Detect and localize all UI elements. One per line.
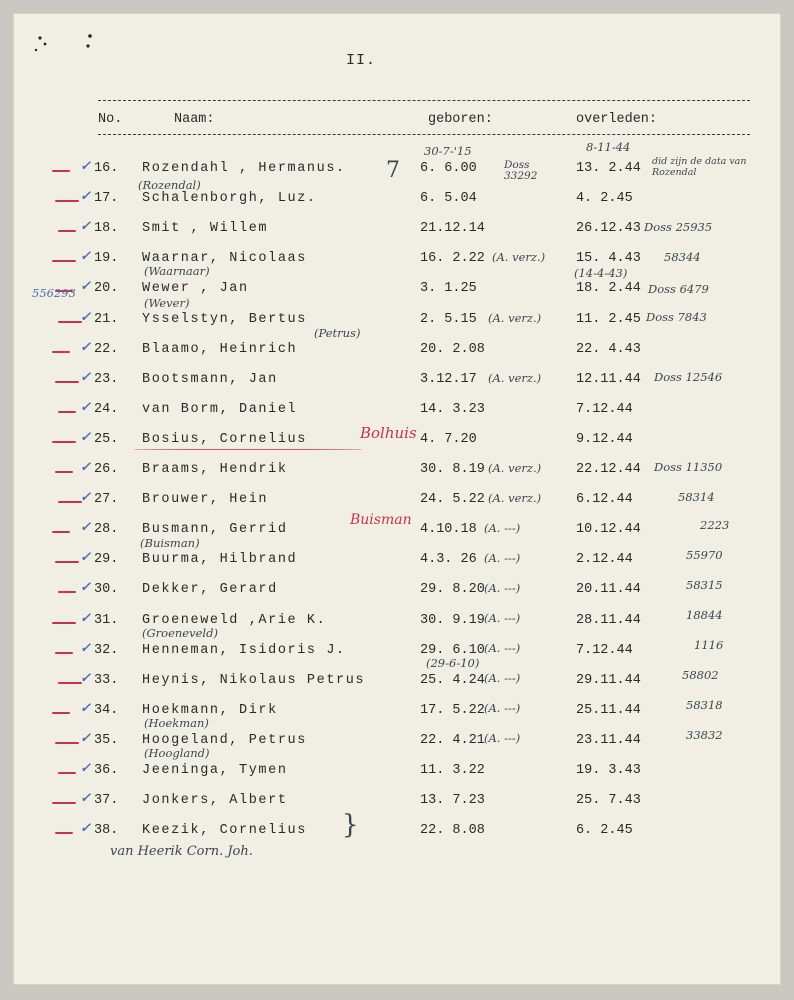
brace-mark: }	[342, 810, 359, 840]
birth-date: 25. 4.24	[420, 673, 485, 688]
blue-pencil-check-icon: ✓	[80, 370, 91, 385]
person-name: Braams, Hendrik	[142, 462, 288, 477]
row-number: 21.	[94, 312, 119, 327]
red-pencil-mark	[58, 321, 82, 323]
person-name: Bootsmann, Jan	[142, 372, 278, 387]
person-name: van Borm, Daniel	[142, 402, 298, 417]
person-name: Henneman, Isidoris J.	[142, 643, 346, 658]
person-name: Dekker, Gerard	[142, 582, 278, 597]
red-pencil-mark	[58, 682, 82, 684]
death-date: 11. 2.45	[576, 312, 641, 327]
annotation-dossier: Doss 25935	[644, 220, 713, 234]
annotation-akte: (A. ---)	[484, 521, 521, 535]
blue-pencil-check-icon: ✓	[80, 219, 91, 234]
red-pencil-mark	[55, 561, 79, 563]
birth-date: 14. 3.23	[420, 402, 485, 417]
blue-pencil-check-icon: ✓	[80, 279, 91, 294]
annotation-dossier: Doss 6479	[648, 282, 709, 296]
death-date: 7.12.44	[576, 643, 633, 658]
annotation-akte: (A. ---)	[484, 671, 521, 685]
annotation-dossier: 33832	[686, 728, 723, 742]
annotation-died-correction: 8-11-44	[586, 140, 631, 154]
row-number: 16.	[94, 161, 119, 176]
person-name: Brouwer, Hein	[142, 492, 269, 507]
annotation-dossier: Doss 11350	[654, 460, 723, 474]
person-name: Bosius, Cornelius	[142, 432, 307, 447]
annotation-akte: (A. ---)	[484, 731, 521, 745]
red-pencil-mark	[55, 832, 73, 834]
death-date: 25. 7.43	[576, 793, 641, 808]
blue-pencil-check-icon: ✓	[80, 611, 91, 626]
death-date: 4. 2.45	[576, 191, 633, 206]
death-date: 22. 4.43	[576, 342, 641, 357]
birth-date: 4.3. 26	[420, 552, 477, 567]
row-number: 20.	[94, 281, 119, 296]
red-pencil-mark	[58, 591, 76, 593]
birth-date: 30. 9.19	[420, 613, 485, 628]
red-pencil-mark	[55, 381, 79, 383]
red-pencil-mark	[58, 411, 76, 413]
row-number: 19.	[94, 251, 119, 266]
birth-date: 30. 8.19	[420, 462, 485, 477]
death-date: 20.11.44	[576, 582, 641, 597]
blue-pencil-check-icon: ✓	[80, 641, 91, 656]
birth-date: 29. 6.10	[420, 643, 485, 658]
blue-pencil-check-icon: ✓	[80, 340, 91, 355]
death-date: 7.12.44	[576, 402, 633, 417]
header-rule-top	[98, 100, 750, 101]
birth-date: 22. 4.21	[420, 733, 485, 748]
row-number: 37.	[94, 793, 119, 808]
annotation-akte: (A. ---)	[484, 611, 521, 625]
red-pencil-mark	[52, 802, 76, 804]
death-date: 26.12.43	[576, 221, 641, 236]
row-number: 26.	[94, 462, 119, 477]
birth-date: 24. 5.22	[420, 492, 485, 507]
blue-pencil-check-icon: ✓	[80, 580, 91, 595]
death-date: 9.12.44	[576, 432, 633, 447]
red-pencil-mark	[58, 230, 76, 232]
person-name: Jeeninga, Tymen	[142, 763, 288, 778]
annotation-alias: (Waarnaar)	[144, 264, 210, 278]
row-number: 25.	[94, 432, 119, 447]
red-pencil-mark	[58, 772, 76, 774]
birth-date: 13. 7.23	[420, 793, 485, 808]
death-date: 25.11.44	[576, 703, 641, 718]
header-geboren: geboren:	[428, 112, 493, 127]
annotation-akte: (A. ---)	[484, 581, 521, 595]
red-pencil-mark	[52, 712, 70, 714]
annotation-dossier: 58318	[686, 698, 723, 712]
row-number: 28.	[94, 522, 119, 537]
person-name: Blaamo, Heinrich	[142, 342, 298, 357]
annotation-dossier: 18844	[686, 608, 723, 622]
red-pencil-mark	[52, 170, 70, 172]
header-naam: Naam:	[174, 112, 215, 127]
row-number: 17.	[94, 191, 119, 206]
death-date: 29.11.44	[576, 673, 641, 688]
birth-date: 22. 8.08	[420, 823, 485, 838]
birth-date: 3. 1.25	[420, 281, 477, 296]
row-number: 18.	[94, 221, 119, 236]
blue-pencil-check-icon: ✓	[80, 761, 91, 776]
annotation-akte: (A. verz.)	[488, 461, 542, 475]
page-number: II.	[346, 52, 377, 69]
header-rule-bottom	[98, 134, 750, 135]
row-number: 29.	[94, 552, 119, 567]
death-date: 12.11.44	[576, 372, 641, 387]
person-name: Groeneweld ,Arie K.	[142, 613, 327, 628]
row-number: 30.	[94, 582, 119, 597]
annotation-akte: (A. verz.)	[492, 250, 546, 264]
annotation-dossier: Doss 33292	[504, 159, 538, 182]
red-pencil-mark	[52, 531, 70, 533]
row-number: 34.	[94, 703, 119, 718]
row-number: 22.	[94, 342, 119, 357]
birth-date: 2. 5.15	[420, 312, 477, 327]
person-name: Waarnar, Nicolaas	[142, 251, 307, 266]
birth-date: 4. 7.20	[420, 432, 477, 447]
red-pencil-mark	[58, 501, 82, 503]
row-number: 36.	[94, 763, 119, 778]
annotation-left-number: 556293	[32, 286, 76, 300]
death-date: 10.12.44	[576, 522, 641, 537]
underline-mark	[134, 448, 362, 450]
header-overleden: overleden:	[576, 112, 658, 127]
death-date: 6.12.44	[576, 492, 633, 507]
row-number: 24.	[94, 402, 119, 417]
annotation-dossier: 58344	[664, 250, 701, 264]
death-date: 22.12.44	[576, 462, 641, 477]
red-pencil-mark	[55, 652, 73, 654]
person-name: Keezik, Cornelius	[142, 823, 307, 838]
birth-date: 4.10.18	[420, 522, 477, 537]
blue-pencil-check-icon: ✓	[80, 310, 91, 325]
corner-marks	[32, 30, 92, 60]
death-date: 23.11.44	[576, 733, 641, 748]
birth-date: 29. 8.20	[420, 582, 485, 597]
death-date: 18. 2.44	[576, 281, 641, 296]
blue-pencil-check-icon: ✓	[80, 550, 91, 565]
annotation-alias: (Hoogland)	[144, 746, 210, 760]
birth-date: 3.12.17	[420, 372, 477, 387]
blue-pencil-check-icon: ✓	[80, 821, 91, 836]
row-number: 33.	[94, 673, 119, 688]
blue-pencil-check-icon: ✓	[80, 490, 91, 505]
annotation-dossier: 1116	[694, 638, 724, 652]
blue-pencil-check-icon: ✓	[80, 791, 91, 806]
person-name: Hoogeland, Petrus	[142, 733, 307, 748]
annotation-akte: (A. verz.)	[488, 371, 542, 385]
annotation-born-correction: 30-7-'15	[424, 144, 472, 158]
person-name: Ysselstyn, Bertus	[142, 312, 307, 327]
annotation-side-note: did zijn de data van Rozendal	[652, 156, 747, 178]
person-name: Buurma, Hilbrand	[142, 552, 298, 567]
annotation-alias: (Groeneveld)	[142, 626, 218, 640]
red-pencil-mark	[55, 471, 73, 473]
annotation-dossier: Doss 12546	[654, 370, 723, 384]
annotation-correction: (Petrus)	[314, 326, 361, 340]
death-date: 15. 4.43	[576, 251, 641, 266]
annotation-dossier: 2223	[700, 518, 730, 532]
annotation-dossier: 58315	[686, 578, 723, 592]
person-name: Smit , Willem	[142, 221, 269, 236]
person-name: Hoekmann, Dirk	[142, 703, 278, 718]
red-pencil-mark	[52, 351, 70, 353]
birth-date: 6. 6.00	[420, 161, 477, 176]
annotation-alias: (Hoekman)	[144, 716, 209, 730]
person-name: Busmann, Gerrid	[142, 522, 288, 537]
red-pencil-mark	[55, 200, 79, 202]
red-pencil-mark	[52, 622, 76, 624]
person-name: Wewer , Jan	[142, 281, 249, 296]
annotation-akte: (A. ---)	[484, 641, 521, 655]
blue-pencil-check-icon: ✓	[80, 400, 91, 415]
annotation-akte: (A. ---)	[484, 701, 521, 715]
annotation-akte: (A. verz.)	[488, 491, 542, 505]
annotation-dossier: 55970	[686, 548, 723, 562]
annotation-dossier: Doss 7843	[646, 310, 707, 324]
document-page	[14, 14, 780, 984]
red-pencil-mark	[55, 742, 79, 744]
blue-pencil-check-icon: ✓	[80, 159, 91, 174]
row-number: 38.	[94, 823, 119, 838]
annotation-dossier: 58314	[678, 490, 715, 504]
blue-pencil-check-icon: ✓	[80, 189, 91, 204]
death-date: 19. 3.43	[576, 763, 641, 778]
annotation-dossier: 58802	[682, 668, 719, 682]
death-date: 2.12.44	[576, 552, 633, 567]
death-date: 28.11.44	[576, 613, 641, 628]
row-number: 23.	[94, 372, 119, 387]
annotation-alias: (Wever)	[144, 296, 190, 310]
row-number: 27.	[94, 492, 119, 507]
red-pencil-mark	[52, 441, 76, 443]
person-name: Jonkers, Albert	[142, 793, 288, 808]
blue-pencil-check-icon: ✓	[80, 671, 91, 686]
blue-pencil-check-icon: ✓	[80, 460, 91, 475]
annotation-name-below: van Heerik Corn. Joh.	[110, 844, 253, 859]
annotation-akte: (A. verz.)	[488, 311, 542, 325]
row-number: 31.	[94, 613, 119, 628]
birth-date: 16. 2.22	[420, 251, 485, 266]
person-name: Heynis, Nikolaus Petrus	[142, 673, 366, 688]
blue-pencil-check-icon: ✓	[80, 731, 91, 746]
annotation-alias: (Rozendal)	[138, 178, 201, 192]
birth-date: 11. 3.22	[420, 763, 485, 778]
header-no: No.	[98, 112, 123, 127]
annotation-akte: (A. ---)	[484, 551, 521, 565]
annotation-date: (29-6-10)	[426, 656, 480, 670]
birth-date: 21.12.14	[420, 221, 485, 236]
birth-date: 20. 2.08	[420, 342, 485, 357]
annotation-name-correction: Bolhuis	[360, 424, 417, 442]
annotation-alias: (Buisman)	[140, 536, 200, 550]
person-name: Schalenborgh, Luz.	[142, 191, 317, 206]
blue-pencil-check-icon: ✓	[80, 520, 91, 535]
birth-date: 17. 5.22	[420, 703, 485, 718]
blue-pencil-check-icon: ✓	[80, 430, 91, 445]
blue-pencil-check-icon: ✓	[80, 249, 91, 264]
row-number: 35.	[94, 733, 119, 748]
birth-date: 6. 5.04	[420, 191, 477, 206]
annotation-date: (14-4-43)	[574, 266, 628, 280]
death-date: 13. 2.44	[576, 161, 641, 176]
blue-pencil-check-icon: ✓	[80, 701, 91, 716]
death-date: 6. 2.45	[576, 823, 633, 838]
brace-mark: 7	[386, 158, 400, 183]
annotation-name-correction: Buisman	[350, 512, 412, 528]
row-number: 32.	[94, 643, 119, 658]
red-pencil-mark	[52, 260, 76, 262]
person-name: Rozendahl , Hermanus.	[142, 161, 346, 176]
